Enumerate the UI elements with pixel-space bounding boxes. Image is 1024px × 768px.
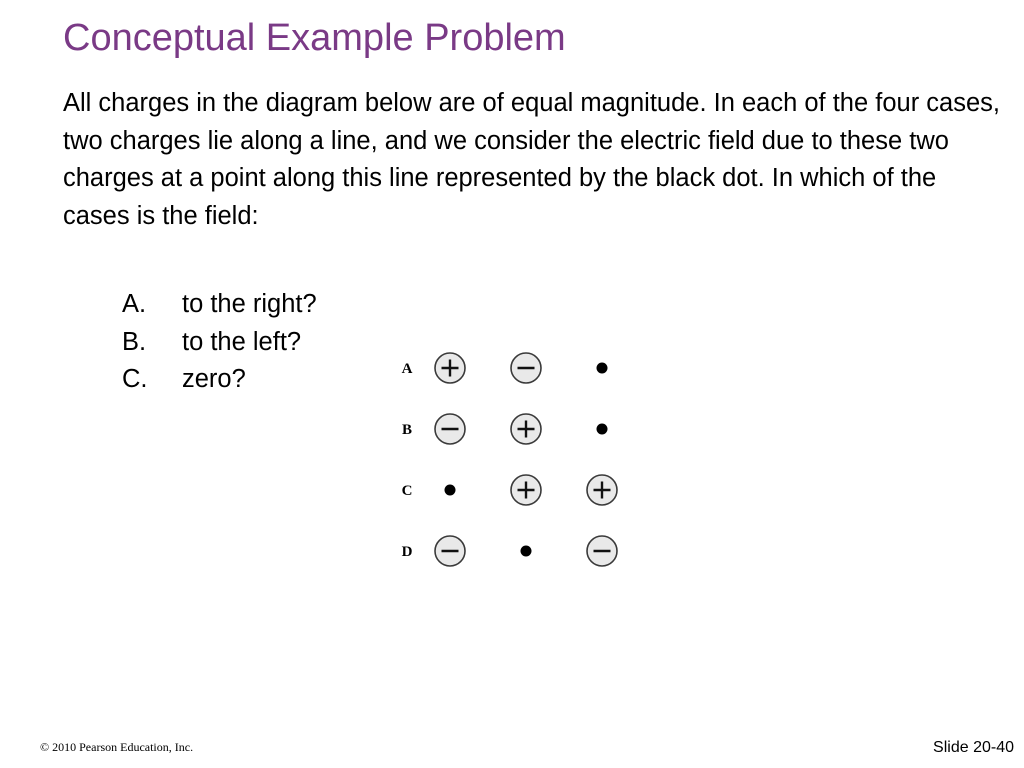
slide-number: Slide 20-40	[933, 739, 1014, 756]
choice-item	[122, 324, 317, 362]
choice-letter: A.	[122, 290, 147, 318]
field-point-dot	[597, 363, 608, 374]
choice-letter: C.	[122, 365, 148, 393]
negative-charge-icon	[511, 353, 541, 383]
negative-charge-icon	[587, 536, 617, 566]
charge-diagram	[390, 340, 640, 580]
diagram-row-label: A	[401, 361, 413, 377]
choice-item	[122, 361, 317, 399]
positive-charge-icon	[511, 475, 541, 505]
problem-statement: All charges in the diagram below are of equal magnitude. In each of the four cases, two charges lie along a line, and we consider the electric field due to these two charges at a point along this line represented by the black dot. In which of the cases is the field:	[63, 89, 1000, 230]
slide-title: Conceptual Example Problem	[63, 17, 566, 59]
choice-text: to the left?	[182, 327, 302, 356]
diagram-row-label: D	[401, 544, 413, 560]
choice-letter: B.	[122, 327, 147, 356]
field-point-dot	[521, 546, 532, 557]
positive-charge-icon	[587, 475, 617, 505]
field-point-dot	[597, 424, 608, 435]
answer-choices	[122, 286, 317, 399]
choice-text: zero?	[182, 365, 246, 393]
choice-text: to the right?	[182, 290, 317, 318]
copyright-footer: © 2010 Pearson Education, Inc.	[40, 740, 194, 754]
positive-charge-icon	[435, 353, 465, 383]
negative-charge-icon	[435, 536, 465, 566]
choice-item	[122, 286, 317, 324]
diagram-row-label: C	[401, 483, 413, 499]
field-point-dot	[445, 485, 456, 496]
negative-charge-icon	[435, 414, 465, 444]
positive-charge-icon	[511, 414, 541, 444]
diagram-row-label: B	[401, 422, 413, 438]
